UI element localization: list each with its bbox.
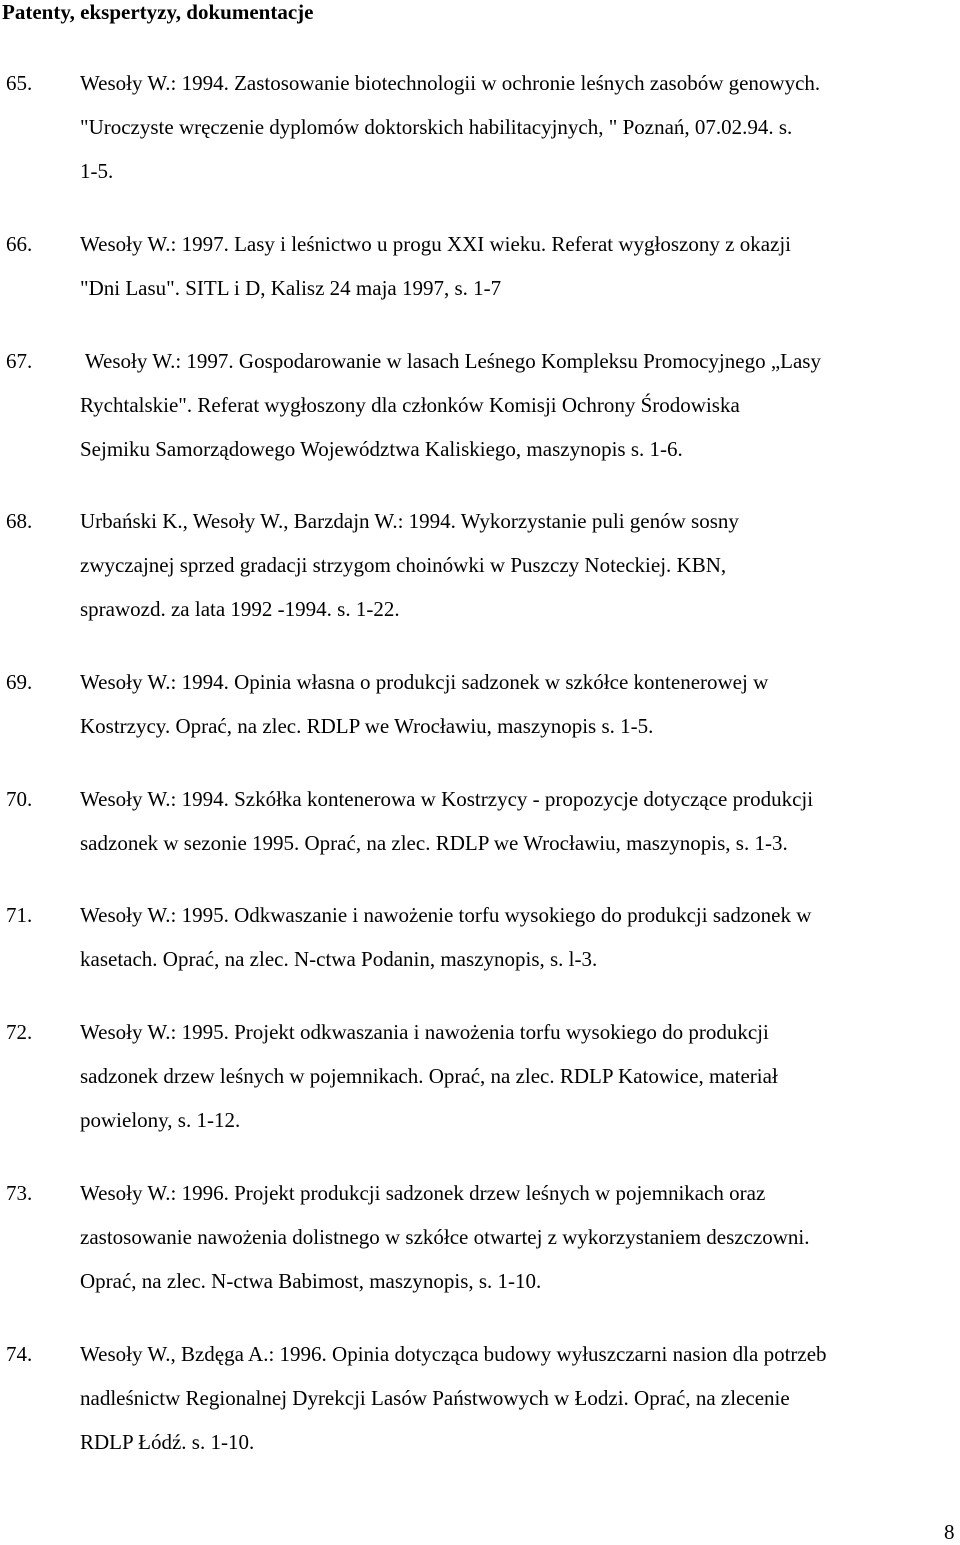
entry-line <box>6 587 739 631</box>
entry-line <box>6 222 791 266</box>
entry-line <box>6 149 820 193</box>
entry-text: "Dni Lasu". SITL i D, Kalisz 24 maja 1997, s. 1-7 <box>80 276 502 300</box>
list-item <box>6 1010 778 1142</box>
entry-line <box>6 427 821 471</box>
entry-number: 66. <box>6 232 33 256</box>
list-item <box>6 1171 810 1303</box>
section-heading: Patenty, ekspertyzy, dokumentacje <box>2 0 314 24</box>
entry-line <box>6 1098 778 1142</box>
entry-number: 69. <box>6 670 33 694</box>
entry-line <box>6 383 821 427</box>
entry-line <box>6 704 768 748</box>
entry-line <box>6 105 820 149</box>
entry-line <box>6 543 739 587</box>
entry-line <box>6 1054 778 1098</box>
entry-text: Sejmiku Samorządowego Województwa Kaliskiego, maszynopis s. 1-6. <box>80 437 683 461</box>
entry-line <box>6 1332 827 1376</box>
list-item <box>6 893 811 981</box>
entry-text: zastosowanie nawożenia dolistnego w szkółce otwartej z wykorzystaniem deszczowni. <box>80 1225 810 1249</box>
entry-text: Wesoły W.: 1994. Zastosowanie biotechnologii w ochronie leśnych zasobów genowych. <box>80 71 821 95</box>
entry-line <box>6 1420 827 1464</box>
entry-text: RDLP Łódź. s. 1-10. <box>80 1430 255 1454</box>
entry-number: 68. <box>6 509 33 533</box>
entry-text: kasetach. Oprać, na zlec. N-ctwa Podanin, maszynopis, s. l-3. <box>80 947 598 971</box>
entry-text: zwyczajnej sprzed gradacji strzygom choinówki w Puszczy Noteckiej. KBN, <box>80 553 727 577</box>
entry-text: Urbański K., Wesoły W., Barzdajn W.: 1994. Wykorzystanie puli genów sosny <box>80 509 739 533</box>
list-item <box>6 777 813 865</box>
entry-line <box>6 499 739 543</box>
entry-line <box>6 1259 810 1303</box>
list-item <box>6 660 768 748</box>
entry-text: Rychtalskie". Referat wygłoszony dla członków Komisji Ochrony Środowiska <box>80 393 740 417</box>
entry-text: Wesoły W.: 1995. Odkwaszanie i nawożenie torfu wysokiego do produkcji sadzonek w <box>80 903 812 927</box>
entry-text: Wesoły W., Bzdęga A.: 1996. Opinia dotycząca budowy wyłuszczarni nasion dla potrzeb <box>80 1342 827 1366</box>
entry-text: Wesoły W.: 1995. Projekt odkwaszania i nawożenia torfu wysokiego do produkcji <box>80 1020 769 1044</box>
entry-line <box>6 339 821 383</box>
entry-line <box>6 821 813 865</box>
list-item <box>6 61 820 193</box>
entry-line <box>6 937 811 981</box>
entry-text: sadzonek drzew leśnych w pojemnikach. Oprać, na zlec. RDLP Katowice, materiał <box>80 1064 778 1088</box>
entry-text: Wesoły W.: 1994. Opinia własna o produkcji sadzonek w szkółce kontenerowej w <box>80 670 769 694</box>
entry-text: Kostrzycy. Oprać, na zlec. RDLP we Wrocławiu, maszynopis s. 1-5. <box>80 714 654 738</box>
entry-text: Wesoły W.: 1994. Szkółka kontenerowa w Kostrzycy - propozycje dotyczące produkcji <box>80 787 814 811</box>
entry-line <box>6 1215 810 1259</box>
entry-line <box>6 1171 810 1215</box>
entry-text: Oprać, na zlec. N-ctwa Babimost, maszynopis, s. 1-10. <box>80 1269 542 1293</box>
entry-text: sadzonek w sezonie 1995. Oprać, na zlec. RDLP we Wrocławiu, maszynopis, s. 1-3. <box>80 831 788 855</box>
entry-text: Wesoły W.: 1996. Projekt produkcji sadzonek drzew leśnych w pojemnikach oraz <box>80 1181 766 1205</box>
entry-text: nadleśnictw Regionalnej Dyrekcji Lasów Państwowych w Łodzi. Oprać, na zlecenie <box>80 1386 790 1410</box>
list-item <box>6 499 739 631</box>
entry-text: sprawozd. za lata 1992 -1994. s. 1-22. <box>80 597 400 621</box>
entry-number: 65. <box>6 71 33 95</box>
entry-line <box>6 893 811 937</box>
entry-number: 72. <box>6 1020 33 1044</box>
entry-line <box>6 61 820 105</box>
page-number: 8 <box>944 1520 955 1544</box>
entry-number: 70. <box>6 787 33 811</box>
list-item <box>6 339 821 471</box>
entry-number: 67. <box>6 349 33 373</box>
entry-line <box>6 777 813 821</box>
entry-line <box>6 1376 827 1420</box>
entry-line <box>6 266 791 310</box>
entry-number: 74. <box>6 1342 33 1366</box>
entry-text: "Uroczyste wręczenie dyplomów doktorskich habilitacyjnych, " Poznań, 07.02.94. s. <box>80 115 793 139</box>
entry-text: Wesoły W.: 1997. Gospodarowanie w lasach Leśnego Kompleksu Promocyjnego „Lasy <box>80 349 821 373</box>
entry-line <box>6 1010 778 1054</box>
entry-number: 73. <box>6 1181 33 1205</box>
entry-number: 71. <box>6 903 33 927</box>
entry-line <box>6 660 768 704</box>
entry-text: 1-5. <box>80 159 114 183</box>
entry-text: Wesoły W.: 1997. Lasy i leśnictwo u progu XXI wieku. Referat wygłoszony z okazji <box>80 232 792 256</box>
list-item <box>6 222 791 310</box>
entry-text: powielony, s. 1-12. <box>80 1108 241 1132</box>
list-item <box>6 1332 827 1464</box>
